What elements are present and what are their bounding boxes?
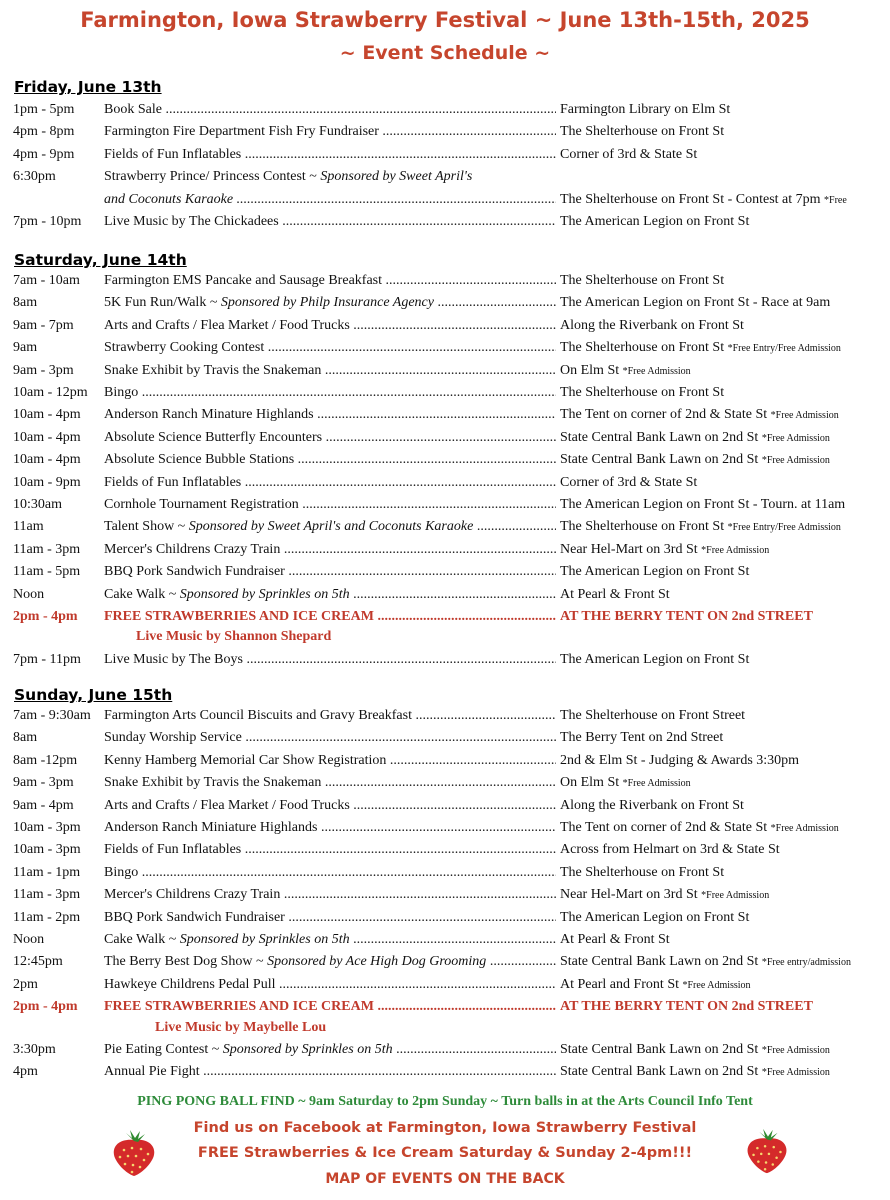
event-time: 11am [13,519,44,535]
event-location [560,295,830,311]
event-location-text: The Tent on corner of 2nd & State St [560,820,768,835]
event-time: 4pm [13,1064,38,1080]
event-location-text: Near Hel-Mart on 3rd St [560,541,698,557]
event-title: Strawberry Cooking Contest [104,340,265,356]
event-name [104,753,556,769]
map-note: MAP OF EVENTS ON THE BACK [325,1171,565,1187]
schedule-row [0,542,890,562]
event-title: Sunday Worship Service [104,730,242,746]
admission-note: *Free Entry/Free Admission [727,522,841,534]
event-name [104,363,556,379]
event-time: 7am - 9:30am [13,708,91,723]
admission-note: *Free Admission [622,365,691,377]
event-name [104,295,556,311]
event-location-text: The Berry Tent on 2nd Street [560,730,724,746]
event-location [560,214,749,230]
strawberry-icon [742,1126,792,1176]
event-time: 9am - 3pm [13,362,74,378]
schedule-row [0,385,890,405]
event-sponsor-continued: and Coconuts Karaoke ..... [104,192,556,208]
admission-note: *Free entry/admission [761,957,851,969]
schedule-row [0,954,890,974]
admission-note: *Free Entry/Free Admission [727,343,841,355]
event-location-text: The Shelterhouse on Front St [560,273,725,288]
event-time: 9am - 7pm [13,317,74,333]
event-location-text: AT THE BERRY TENT ON 2nd STREET [560,999,813,1015]
event-location [560,708,745,724]
event-location [560,587,670,603]
event-name [104,977,556,993]
event-location [560,452,830,468]
event-time: 11am - 1pm [13,864,81,880]
event-title: BBQ Pork Sandwich Fundraiser [104,564,285,580]
schedule-row [0,652,890,672]
event-time: 2pm [13,976,38,992]
day-heading: Friday, June 13th [14,78,162,96]
event-location-text: The Shelterhouse on Front Street [560,708,746,723]
event-time: Noon [13,932,45,947]
event-name [104,475,556,491]
event-title: Book Sale [104,102,162,117]
event-name [104,820,556,836]
event-title: Mercer's Childrens Crazy Train [104,887,281,903]
event-location [560,519,841,535]
event-sponsor: Sponsored by Sweet April's [320,169,473,185]
event-name [104,1064,556,1080]
schedule-row [0,775,890,795]
admission-note: *Free Admission [701,890,770,902]
event-name [104,954,556,970]
ping-pong-note: PING PONG BALL FIND ~ 9am Saturday to 2pm Sunday ~ Turn balls in at the Arts Council Info Tent [137,1094,753,1109]
event-sponsor: Sponsored by Ace High Dog Grooming [267,954,487,970]
event-title: Snake Exhibit by Travis the Snakeman [104,362,322,378]
event-time: 6:30pm [13,169,56,185]
event-time: 10am - 4pm [13,452,81,468]
event-title: Snake Exhibit by Travis the Snakeman [104,775,322,791]
schedule-row [0,708,890,728]
schedule-row [0,169,890,189]
event-title: Anderson Ranch Miniature Highlands [104,820,318,835]
event-location [560,124,724,140]
event-name [104,865,556,881]
event-location [560,340,841,356]
event-location-text: Corner of 3rd & State St [560,146,698,162]
event-name [104,407,556,423]
event-title: Fields of Fun Inflatables [104,474,242,490]
free-strawberries-note: FREE Strawberries & Ice Cream Saturday & Sunday 2-4pm!!! [197,1145,693,1161]
event-location-text: Corner of 3rd & State St [560,474,698,490]
event-location [560,865,724,881]
strawberry-icon [108,1128,160,1178]
event-location [560,798,744,814]
event-time: 4pm - 8pm [13,124,75,140]
schedule-row [0,910,890,930]
event-location [560,753,799,769]
schedule-row [0,124,890,144]
event-location [560,318,744,334]
event-title: Fields of Fun Inflatables [104,842,242,858]
event-location-text: The Shelterhouse on Front St [560,340,725,356]
event-name [104,124,556,140]
event-name [104,730,556,746]
event-location-text: The Shelterhouse on Front St [560,124,725,140]
event-name [104,519,556,535]
schedule-row [0,273,890,293]
event-title: Farmington EMS Pancake and Sausage Breakfast [104,273,382,288]
event-name [104,497,556,513]
event-location [560,1042,830,1058]
event-time: 2pm - 4pm [13,609,78,624]
event-location [560,652,749,668]
event-name [104,169,556,185]
day-heading: Saturday, June 14th [14,251,187,269]
event-location [560,887,769,903]
event-name [104,147,556,163]
event-location-text: The Shelterhouse on Front St [560,385,725,400]
event-title: Cake Walk ~ [104,586,180,602]
event-location [560,1064,830,1080]
event-title: Mercer's Childrens Crazy Train [104,541,281,557]
event-title: Absolute Science Bubble Stations [104,452,295,468]
event-time: 10am - 4pm [13,407,81,423]
event-title: Anderson Ranch Minature Highlands [104,407,314,423]
event-time: 8am [13,730,38,746]
event-name [104,932,556,948]
page-subtitle: ~ Event Schedule ~ [339,42,551,64]
event-time: 1pm - 5pm [13,102,75,117]
event-name [104,775,556,791]
event-location-text: On Elm St [560,775,620,791]
schedule-row [0,147,890,167]
event-time: 9am - 3pm [13,775,74,791]
schedule-row [0,318,890,338]
schedule-row [0,753,890,773]
event-title: 5K Fun Run/Walk ~ [104,295,221,311]
event-location-text: The American Legion on Front St [560,564,750,580]
schedule-row [0,340,890,360]
event-name [104,910,556,926]
event-location [560,954,851,970]
admission-note: *Free [824,194,847,206]
schedule-row [0,587,890,607]
event-location-text: Farmington Library on Elm St [560,102,731,117]
schedule-row [0,214,890,234]
event-name [104,1042,556,1058]
live-music-text: Live Music by Shannon Shepard [136,629,332,645]
admission-note: *Free Admission [761,1045,830,1056]
schedule-row [0,363,890,383]
event-title: FREE STRAWBERRIES AND ICE CREAM [104,999,374,1015]
schedule-row [0,295,890,315]
event-location [560,730,723,746]
event-time: 9am [13,340,38,356]
event-name [104,273,556,289]
event-time: 11am - 3pm [13,541,81,557]
event-location-text: Along the Riverbank on Front St [560,797,744,813]
schedule-row [0,497,890,517]
event-location [560,147,697,163]
event-location-text: State Central Bank Lawn on 2nd St [560,954,759,970]
schedule-row [0,430,890,450]
event-name [104,652,556,668]
event-time: 10am - 4pm [13,429,81,445]
schedule-row [0,999,890,1019]
event-time: 10am - 12pm [13,385,88,400]
event-sponsor: Sponsored by Philp Insurance Agency [220,295,434,311]
event-location-text: Across from Helmart on 3rd & State St [560,842,780,858]
event-title: Fields of Fun Inflatables [104,146,242,162]
event-title: Bingo [104,864,139,880]
event-title: The Berry Best Dog Show ~ [104,954,268,970]
event-location-text: At Pearl & Front St [560,932,670,947]
event-time: 10am - 3pm [13,820,81,835]
admission-note: *Free Admission [770,823,839,834]
event-location-text: The American Legion on Front St [560,651,750,667]
event-title: Kenny Hamberg Memorial Car Show Registration [104,752,387,768]
event-title: Pie Eating Contest ~ [104,1042,223,1057]
live-music-text: Live Music by Maybelle Lou [155,1019,327,1035]
schedule-row [0,475,890,495]
event-name [104,385,556,401]
event-sponsor: Sponsored by Sprinkles on 5th [179,932,350,947]
event-time: Noon [13,586,45,602]
event-time: 9am - 4pm [13,797,74,813]
schedule-row [0,519,890,539]
schedule-row [0,865,890,885]
admission-note: *Free Admission [761,432,830,444]
event-title: Strawberry Prince/ Princess Contest ~ [104,169,321,185]
schedule-row [0,609,890,629]
event-name [104,999,556,1015]
event-location [560,192,847,208]
event-location-text: The American Legion on Front St - Race at 9am [560,295,831,311]
event-location [560,842,780,858]
event-name [104,102,556,118]
live-music-note [0,1020,890,1040]
schedule-row [0,1064,890,1084]
event-location [560,542,769,558]
event-name [104,564,556,580]
event-location [560,430,830,446]
event-title: Farmington Arts Council Biscuits and Gravy Breakfast [104,708,412,723]
event-location [560,407,839,423]
event-name [104,587,556,603]
schedule-row [0,932,890,952]
event-title: Cake Walk ~ [104,932,180,947]
event-sponsor: Sponsored by Sweet April's and Coconuts Karaoke [188,519,474,535]
schedule-row [0,820,890,840]
schedule-row [0,887,890,907]
event-time: 2pm - 4pm [13,999,78,1015]
schedule-row [0,842,890,862]
admission-note: *Free Admission [761,455,830,467]
event-location [560,102,730,118]
event-location [560,932,670,948]
event-title: Arts and Crafts / Flea Market / Food Trucks [104,797,350,813]
event-name [104,798,556,814]
event-location-text: Near Hel-Mart on 3rd St [560,887,698,903]
event-time: 8am -12pm [13,752,78,768]
event-location [560,564,749,580]
event-location [560,910,749,926]
event-time: 10am - 9pm [13,474,81,490]
event-title: Hawkeye Childrens Pedal Pull [104,976,276,992]
admission-note: *Free Admission [770,410,839,422]
schedule-row [0,730,890,750]
event-time: 10:30am [13,497,62,512]
event-location-text: The Shelterhouse on Front St [560,864,725,880]
schedule-row [0,1042,890,1062]
event-time: 7am - 10am [13,273,80,288]
event-name [104,430,556,446]
event-name [104,842,556,858]
event-title: Absolute Science Butterfly Encounters [104,429,323,445]
schedule-row [0,798,890,818]
event-location [560,273,724,289]
admission-note: *Free Admission [761,1067,830,1079]
event-time: 10am - 3pm [13,842,81,858]
event-time: 4pm - 9pm [13,146,75,162]
event-location-text: State Central Bank Lawn on 2nd St [560,452,759,468]
admission-note: *Free Admission [701,544,770,556]
admission-note: *Free Admission [622,778,691,790]
event-title: Farmington Fire Department Fish Fry Fundraiser [104,124,379,140]
event-location-text: The American Legion on Front St - Tourn. at 11am [560,497,846,512]
event-location [560,977,751,993]
event-name [104,708,556,724]
event-location-text: AT THE BERRY TENT ON 2nd STREET [560,609,813,624]
event-name [104,214,556,230]
event-title: Talent Show ~ [104,519,189,535]
event-time: 11am - 3pm [13,887,81,903]
event-name [104,318,556,334]
event-time: 7pm - 10pm [13,214,82,229]
event-name [104,887,556,903]
event-location-text: The Shelterhouse on Front St - Contest at 7pm [560,191,821,207]
event-location [560,999,813,1015]
schedule-row [0,564,890,584]
event-title: FREE STRAWBERRIES AND ICE CREAM [104,609,374,624]
event-time: 8am [13,295,38,311]
event-location [560,497,845,513]
event-location-text: At Pearl & Front St [560,586,670,602]
admission-note: *Free Admission [682,979,751,991]
event-location [560,820,839,836]
schedule-row [0,102,890,122]
event-location-text: At Pearl and Front St [560,976,679,992]
schedule-row [0,977,890,997]
facebook-note: Find us on Facebook at Farmington, Iowa Strawberry Festival [193,1120,697,1136]
event-title: BBQ Pork Sandwich Fundraiser [104,909,285,925]
event-sponsor: Sponsored by Sprinkles on 5th [222,1042,393,1057]
event-location [560,385,724,401]
event-time: 11am - 5pm [13,564,81,580]
event-time: 7pm - 11pm [13,651,81,667]
event-location-text: The Tent on corner of 2nd & State St [560,407,768,423]
event-location-text: Along the Riverbank on Front St [560,317,744,333]
schedule-row [0,452,890,472]
event-title: Live Music by The Boys [104,651,243,667]
event-name [104,542,556,558]
event-location [560,475,697,491]
event-location-text: On Elm St [560,362,620,378]
event-location-text: 2nd & Elm St - Judging & Awards 3:30pm [560,752,800,768]
event-time: 12:45pm [13,954,63,970]
event-name [104,609,556,625]
event-location-text: State Central Bank Lawn on 2nd St [560,1042,759,1057]
event-title: Cornhole Tournament Registration [104,497,299,512]
event-location-text: State Central Bank Lawn on 2nd St [560,429,759,445]
schedule-row-continuation [0,192,890,212]
event-location [560,363,691,379]
event-title: Arts and Crafts / Flea Market / Food Trucks [104,317,350,333]
event-location-text: The Shelterhouse on Front St [560,519,725,535]
schedule-row [0,407,890,427]
page-title: Farmington, Iowa Strawberry Festival ~ June 13th-15th, 2025 [80,8,810,32]
day-heading: Sunday, June 15th [14,686,173,704]
event-name [104,340,556,356]
live-music-note [0,629,890,649]
event-location [560,609,813,625]
event-location [560,775,691,791]
event-name [104,452,556,468]
event-location-text: The American Legion on Front St [560,214,750,229]
event-time: 3:30pm [13,1042,56,1057]
event-time: 11am - 2pm [13,909,81,925]
event-title: Live Music by The Chickadees [104,214,279,229]
event-location-text: The American Legion on Front St [560,909,750,925]
event-title: Annual Pie Fight [104,1064,200,1080]
event-title: Bingo [104,385,139,400]
event-sponsor: Sponsored by Sprinkles on 5th [179,586,350,602]
event-location-text: State Central Bank Lawn on 2nd St [560,1064,759,1080]
